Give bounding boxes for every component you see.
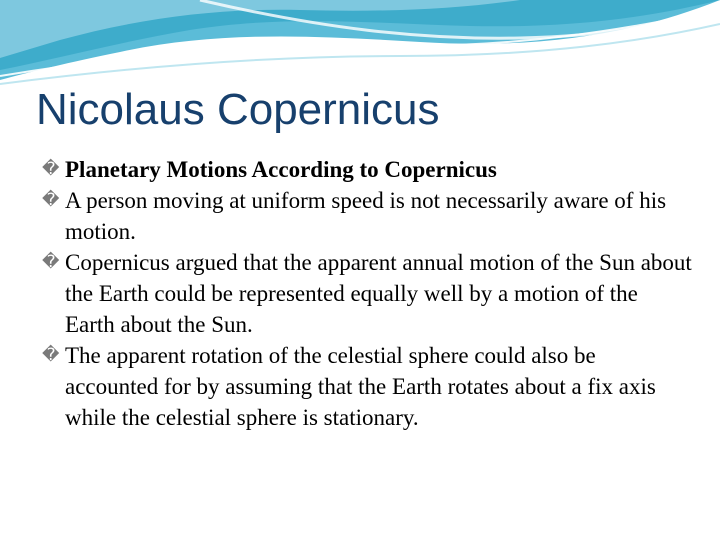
- bullet-item: [42, 154, 692, 185]
- bullet-marker-icon: �: [42, 159, 60, 179]
- bullet-item: [42, 185, 692, 247]
- decorative-wave-banner: [0, 0, 720, 90]
- bullet-text: Copernicus argued that the apparent annual motion of the Sun about the Earth could be represented equally well by a motion of the Earth about the Sun.: [65, 250, 692, 337]
- bullet-marker-icon: �: [42, 252, 60, 272]
- slide-body: [42, 154, 692, 433]
- bullet-text: Planetary Motions According to Copernicus: [65, 157, 497, 182]
- bullet-marker-icon: �: [42, 190, 60, 210]
- bullet-item: [42, 247, 692, 340]
- bullet-marker-icon: �: [42, 345, 60, 365]
- bullet-text: The apparent rotation of the celestial sphere could also be accounted for by assuming that the Earth rotates about a fix axis while the celestial sphere is stationary.: [65, 343, 656, 430]
- bullet-text: A person moving at uniform speed is not necessarily aware of his motion.: [65, 188, 667, 244]
- slide-title: Nicolaus Copernicus: [36, 85, 440, 134]
- bullet-item: [42, 340, 692, 433]
